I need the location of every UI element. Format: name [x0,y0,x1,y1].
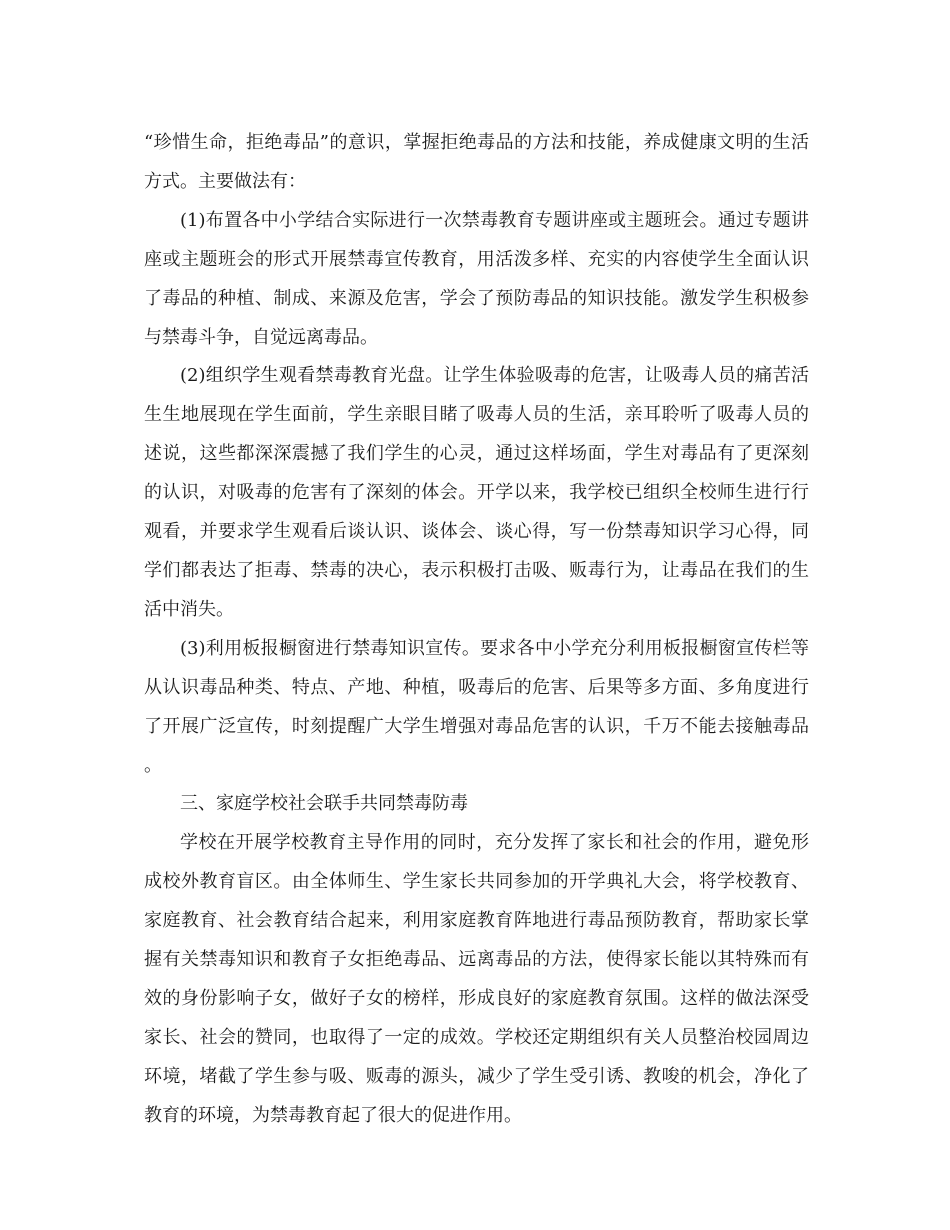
section-heading: 三、家庭学校社会联手共同禁毒防毒 [180,793,468,815]
paragraph-section-3-body: 学校在开展学校教育主导作用的同时，充分发挥了家长和社会的作用，避免形成校外教育盲区。由全体师生、学生家长共同参加的开学典礼大会，将学校教育、家庭教育、社会教育结合起来，利用家庭教育阵地进行毒品预防教育，帮助家长掌握有关禁毒知识和教育子女拒绝毒品、远离毒品的方法，使得家长能以其特殊而有效的身份影响子女，做好子女的榜样，形成良好的家庭教育氛围。这样的做法深受家长、社会的赞同，也取得了一定的成效。学校还定期组织有关人员整治校园周边环境，堵截了学生参与吸、贩毒的源头，减少了学生受引诱、教唆的机会，净化了教育的环境，为禁毒教育起了很大的促进作用。 [144,832,809,1126]
document-body [144,124,809,1136]
paragraph-item-2: (2)组织学生观看禁毒教育光盘。让学生体验吸毒的危害，让吸毒人员的痛苦活生生地展现在学生面前，学生亲眼目睹了吸毒人员的生活，亲耳聆听了吸毒人员的述说，这些都深深震撼了我们学生的心灵，通过这样场面，学生对毒品有了更深刻的认识，对吸毒的危害有了深刻的体会。开学以来，我学校已组织全校师生进行行观看，并要求学生观看后谈认识、谈体会、谈心得，写一份禁毒知识学习心得，同学们都表达了拒毒、禁毒的决心，表示积极打击吸、贩毒行为，让毒品在我们的生活中消失。 [144,365,809,620]
paragraph-item-1: (1)布置各中小学结合实际进行一次禁毒教育专题讲座或主题班会。通过专题讲座或主题班会的形式开展禁毒宣传教育，用活泼多样、充实的内容使学生全面认识了毒品的种植、制成、来源及危害，学会了预防毒品的知识技能。激发学生积极参与禁毒斗争，自觉远离毒品。 [144,209,809,348]
paragraph-item-3: (3)利用板报橱窗进行禁毒知识宣传。要求各中小学充分利用板报橱窗宣传栏等从认识毒品种类、特点、产地、种植，吸毒后的危害、后果等多方面、多角度进行了开展广泛宣传，时刻提醒广大学生增强对毒品危害的认识，千万不能去接触毒品。 [144,637,809,776]
paragraph-intro-continuation: “珍惜生命，拒绝毒品”的意识，掌握拒绝毒品的方法和技能，养成健康文明的生活方式。主要做法有： [144,132,809,192]
